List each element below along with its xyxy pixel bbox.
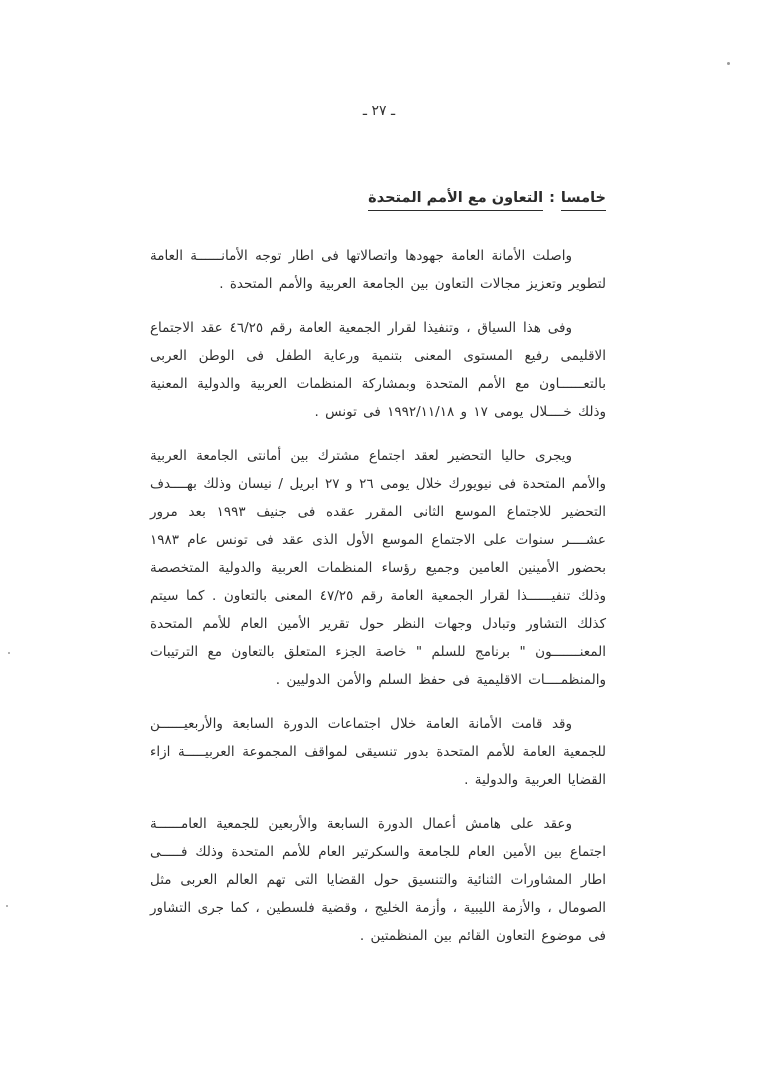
paragraph-3: ويجرى حاليا التحضير لعقد اجتماع مشترك بين أمانتى الجامعة العربية والأمم المتحدة فى نيويورك خلال يومى ٢٦ و ٢٧ ابريل / نيسان وذلك بهــــدف التحضير للاجتماع الموسع الثانى المقرر عقده فى جنيف ١٩٩٣ بعد مرور عشــــر سنوات على الاجتماع الموسع الأول الذى عقد فى تونس عام ١٩٨٣ بحضور الأمينين العامين وجميع رؤساء المنظمات العربية والدولية المتخصصة وذلك تنفيــــــذا لقرار الجمعية العامة رقم ٤٧/٢٥ المعنى بالتعاون . كما سيتم كذلك التشاور وتبادل وجهات النظر حول تقرير الأمين العام للأمم المتحدة المعنـــــــون " برنامج للسلم " خاصة الجزء المتعلق بالتعاون مع الترتيبات والمنظمــــات الاقليمية فى حفظ السلم والأمن الدوليين . [150,448,606,688]
scan-speck [6,905,8,907]
document-body [150,242,606,950]
scan-speck [727,62,730,65]
paragraph-2: وفى هذا السياق ، وتنفيذا لقرار الجمعية العامة رقم ٤٦/٢٥ عقد الاجتماع الاقليمى رفيع المستوى المعنى بتنمية ورعاية الطفل فى الوطن العربى بالتعــــــاون مع الأمم المتحدة وبمشاركة المنظمات العربية والدولية المعنية وذلك خــــلال يومى ١٧ و ١٩٩٢/١١/١٨ فى تونس . [150,320,606,420]
paragraph-5: وعقد على هامش أعمال الدورة السابعة والأربعين للجمعية العامــــــة اجتماع بين الأمين العام للجامعة والسكرتير العام للأمم المتحدة وذلك فـــــى اطار المشاورات الثنائية والتنسيق حول القضايا التى تهم العالم العربى مثل الصومال ، والأزمة الليبية ، وأزمة الخليج ، وقضية فلسطين ، كما جرى التشاور فى موضوع التعاون القائم بين المنظمتين . [150,816,606,944]
section-label: خامسا [561,190,606,211]
paragraph-4: وقد قامت الأمانة العامة خلال اجتماعات الدورة السابعة والأربعيــــــن للجمعية العامة للأمم المتحدة بدور تنسيقى لمواقف المجموعة العربيـــــة ازاء القضايا العربية والدولية . [150,716,606,788]
document-content [150,190,606,950]
section-heading [150,190,606,206]
paragraph-1: واصلت الأمانة العامة جهودها واتصالاتها فى اطار توجه الأمانــــــة العامة لتطوير وتعزيز مجالات التعاون بين الجامعة العربية والأمم المتحدة . [150,248,606,292]
section-title: التعاون مع الأمم المتحدة [368,190,543,211]
page-number: ـ ٢٧ ـ [362,103,396,119]
section-separator: : [549,190,555,206]
scan-speck [8,652,10,654]
